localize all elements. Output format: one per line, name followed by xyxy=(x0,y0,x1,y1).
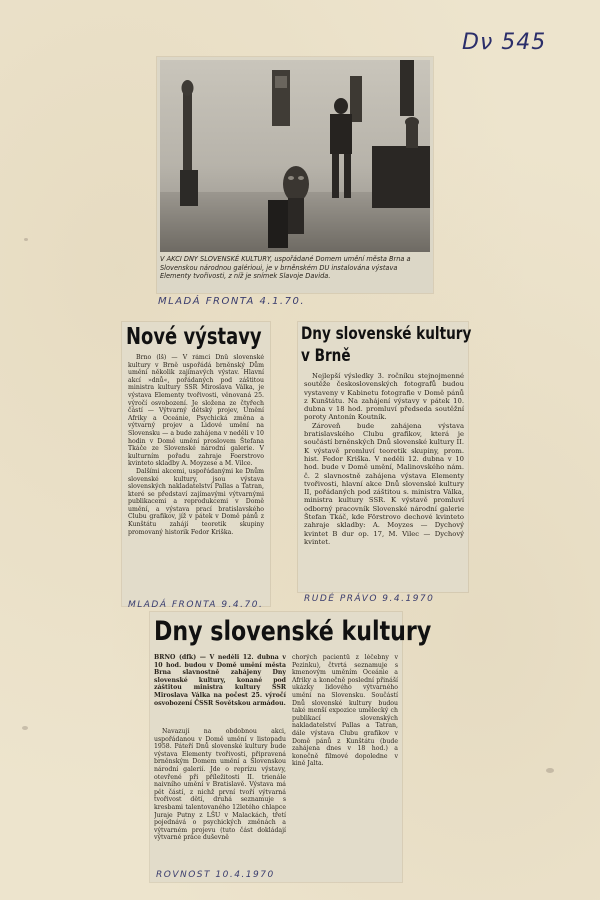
exhibition-photo xyxy=(160,60,430,252)
archive-number: Dν 545 xyxy=(462,30,547,55)
article-a-paragraph: Brno (lš) — V rámci Dnů slovenské kultury v Brně uspořádá brněnský Dům umění několik zajímavých výstav. Hlavní akcí »dnů«, pořádaných pod záštitou ministra kultury SSR Miroslava Válka, je výstava Elementy tvořivosti, věnovaná 25. výročí osvobození. Je složena ze čtyřech částí — Výtvarný dětský projev, Umění Afriky a Oceánie, Psychická změna a výtvarný projev a Lidové umění na Slovensku — a bude zahájena v neděli v 10 hodin v Domě umění proslovem Štefana Tkáče ze Slovenské národní galerie. V kulturním pořadu zahraje Foerstrovo kvinteto skladby A. Moyzese a M. Vilce. xyxy=(128,354,264,468)
headline-dny-slovenske-kultury: Dny slovenské kultury xyxy=(154,616,432,647)
headline-v-brne: v Brně xyxy=(301,346,351,366)
source-note-photo: MLADÁ FRONTA 4.1.70. xyxy=(158,296,306,307)
paper-stain xyxy=(546,768,554,773)
clipping-dny-slovenske-kultury xyxy=(150,612,432,882)
article-b-body xyxy=(304,372,464,590)
headline-nove-vystavy: Nové výstavy xyxy=(126,324,262,350)
article-c-column-1: Navazují na obdobnou akci, uspořádanou v Domě umění v listopadu 1958. Páteří Dnů slovenské kultury bude výstava Elementy tvořivosti, připravená brněnským Domem umění a Slovenskou národní galerií. Jde o reprízu výstavy, otevřené při příležitosti II. trienále naivního umění v Bratislavě. Výstava má pět částí, z nichž první tvoří výtvarná tvořivost dětí, druhá seznamuje s kresbami talentovaného 12letého chlapce Juraje Putny z LŠU v Malackách, třetí pojednává o psychických změnách a výtvarném projevu (tuto část dokládají výtvarné práce duševně xyxy=(154,728,286,842)
paper-stain xyxy=(24,238,28,241)
headline-dny-slovenske-kultury-v-brne: Dny slovenské kultury xyxy=(301,324,472,344)
source-note-article-c: ROVNOST 10.4.1970 xyxy=(156,870,275,880)
photo-caption: V AKCI DNY SLOVENSKÉ KULTURY, uspořádané Domem umění města Brna a Slovenskou národnou galérioui, je v brněnském DU instalována výstava Elementy tvořivosti, z níž je snímek Slavoje Davida. xyxy=(160,255,411,281)
source-note-article-a: MLADÁ FRONTA 9.4.70. xyxy=(128,600,264,610)
article-b-paragraph: Nejlepší výsledky 3. ročníku stejnojmenné soutěže československých fotografů budou vystaveny v Kabinetu fotografie v Domě pánů z Kunštátu. Na zahájení výstavy v pátek 10. dubna v 18 hod. promluví předseda soutěžní poroty Antonín Koutník. xyxy=(304,372,464,422)
article-a-paragraph: Dalšími akcemi, uspořádanými ke Dnům slovenské kultury, jsou výstava slovenských nakladatelství Pallas a Tatran, které se představí zajímavými výtvarnými publikacemi a reprodukcemi v Domě umění, a výstava prací bratislavského Clubu grafikov, jíž v pátek v Domě pánů z Kunštátu zahájí teoretik skupiny promovaný historik Fedor Kriška. xyxy=(128,467,264,536)
photo-figures xyxy=(160,60,430,252)
article-a-body xyxy=(128,354,264,604)
clipping-nove-vystavy xyxy=(122,322,270,606)
article-c-column-2: chorých pacientů z léčebny v Pezinku), čtvrtá seznamuje s kmenovým uměním Oceánie a Afriky a konečně poslední přináší ukázky lidového výtvarného umění na Slovensku. Součástí Dnů slovenské kultury budou také menší expozice umělecký ch publikací slovenských nakladatelství Pallas a Tatran, dále výstava Clubu grafikov v Domě pánů z Kunštátu (bude zahájena dnes v 18 hod.) a konečně filmové dopoledne v kině Jalta. xyxy=(292,654,398,768)
article-c-lead: BRNO (dfk) — V neděli 12. dubna v 10 hod. budou v Domě umění města Brna slavnostně zahájeny Dny slovenské kultury, konané pod záštitou ministra kultury SSR Miroslava Válka na počest 25. výročí osvobození ČSSR Sovětskou armádou. xyxy=(154,654,286,707)
clipping-dny-v-brne xyxy=(298,322,472,592)
source-note-article-b: RUDÉ PRÁVO 9.4.1970 xyxy=(304,594,435,604)
paper-stain xyxy=(22,726,28,730)
article-b-paragraph: Zároveň bude zahájena výstava bratislavského Clubu grafikov, která je součástí brněnských Dnů slovenské kultury II. K výstavě promluví teoretik skupiny, prom. hist. Fedor Kriška. V neděli 12. dubna v 10 hod. bude v Domě umění, Malinovského nám. č. 2 slavnostně zahájena výstava Elementy tvořivosti, hlavní akce Dnů slovenské kultury II, pořádaných pod záštitou s. ministra Válka, ministra kultury SSR. K výstavě promluví odborný pracovník Slovenské národní galerie Štefan Tkáč, kde Förstrovo dechové kvinteto zahraje skladby: A. Moyzes — Dychový kvintet B dur op. 17, M. Vilec — Dychový kvintet. xyxy=(304,421,464,546)
photo-clipping xyxy=(157,57,433,293)
